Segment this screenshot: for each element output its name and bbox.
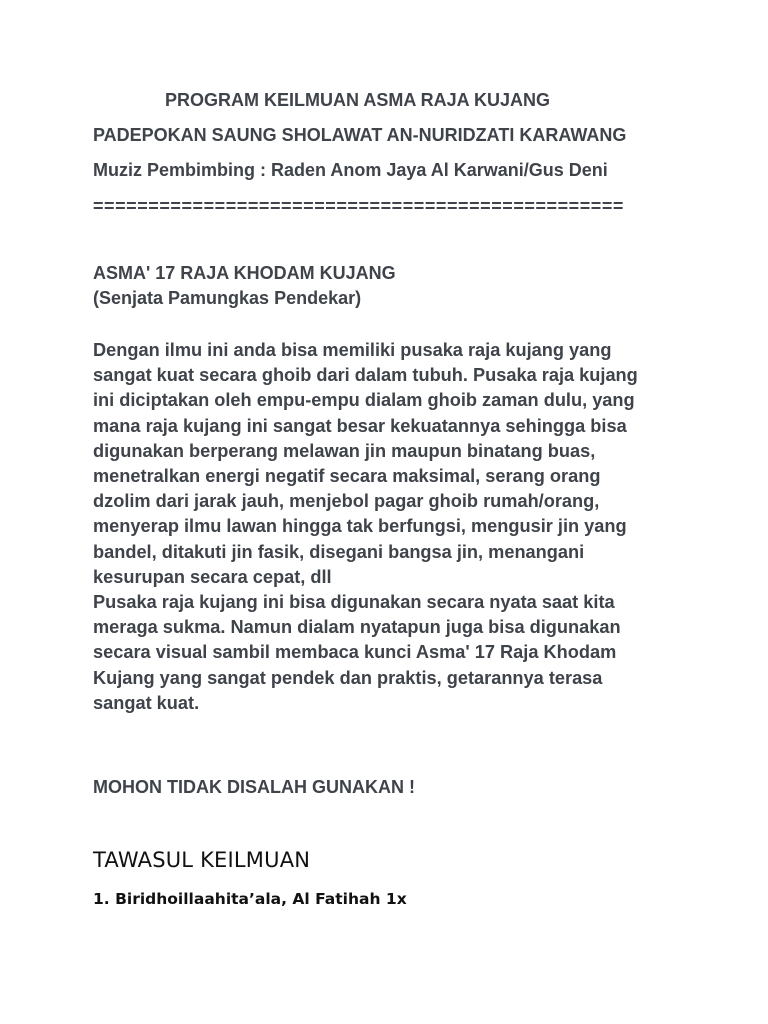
document-title: PROGRAM KEILMUAN ASMA RAJA KUJANG xyxy=(165,90,551,110)
paragraph-line: menyerap ilmu lawan hingga tak berfungsi, mengusir jin yang xyxy=(93,516,627,537)
paragraph-line: menetralkan energi negatif secara maksimal, serang orang xyxy=(93,466,601,487)
separator-line: ================================================ xyxy=(93,196,624,216)
tawasul-item: 1. Biridhoillaahita’ala, Al Fatihah 1x xyxy=(93,890,407,908)
paragraph-line: dzolim dari jarak jauh, menjebol pagar ghoib rumah/orang, xyxy=(93,491,600,512)
paragraph-line: bandel, ditakuti jin fasik, disegani bangsa jin, menangani xyxy=(93,541,585,562)
paragraph-line: meraga sukma. Namun dialam nyatapun juga bisa digunakan xyxy=(93,617,621,638)
paragraph-usage xyxy=(93,590,693,716)
paragraph-line: Kujang yang sangat pendek dan praktis, getarannya terasa xyxy=(93,667,603,688)
paragraph-line: sangat kuat secara ghoib dari dalam tubuh. Pusaka raja kujang xyxy=(93,365,638,386)
pembimbing-line: Muziz Pembimbing : Raden Anom Jaya Al Karwani/Gus Deni xyxy=(93,160,608,180)
warning-text: MOHON TIDAK DISALAH GUNAKAN ! xyxy=(93,777,415,797)
paragraph-line: digunakan berperang melawan jin maupun binatang buas, xyxy=(93,440,596,461)
asma-subheading: (Senjata Pamungkas Pendekar) xyxy=(93,288,362,308)
tawasul-heading: TAWASUL KEILMUAN xyxy=(93,848,311,872)
paragraph-line: mana raja kujang ini sangat besar kekuatannya sehingga bisa xyxy=(93,415,627,436)
asma-heading-block xyxy=(93,261,396,311)
asma-heading: ASMA' 17 RAJA KHODAM KUJANG xyxy=(93,263,396,283)
paragraph-line: Dengan ilmu ini anda bisa memiliki pusaka raja kujang yang xyxy=(93,340,612,360)
paragraph-line: Pusaka raja kujang ini bisa digunakan secara nyata saat kita xyxy=(93,592,615,612)
paragraph-line: kesurupan secara cepat, dll xyxy=(93,566,332,587)
paragraph-line: secara visual sambil membaca kunci Asma' 17 Raja Khodam xyxy=(93,642,617,663)
paragraph-description xyxy=(93,338,693,590)
paragraph-line: ini diciptakan oleh empu-empu dialam ghoib zaman dulu, yang xyxy=(93,390,635,411)
padepokan-name: PADEPOKAN SAUNG SHOLAWAT AN-NURIDZATI KARAWANG xyxy=(93,125,627,145)
paragraph-line: sangat kuat. xyxy=(93,692,200,713)
